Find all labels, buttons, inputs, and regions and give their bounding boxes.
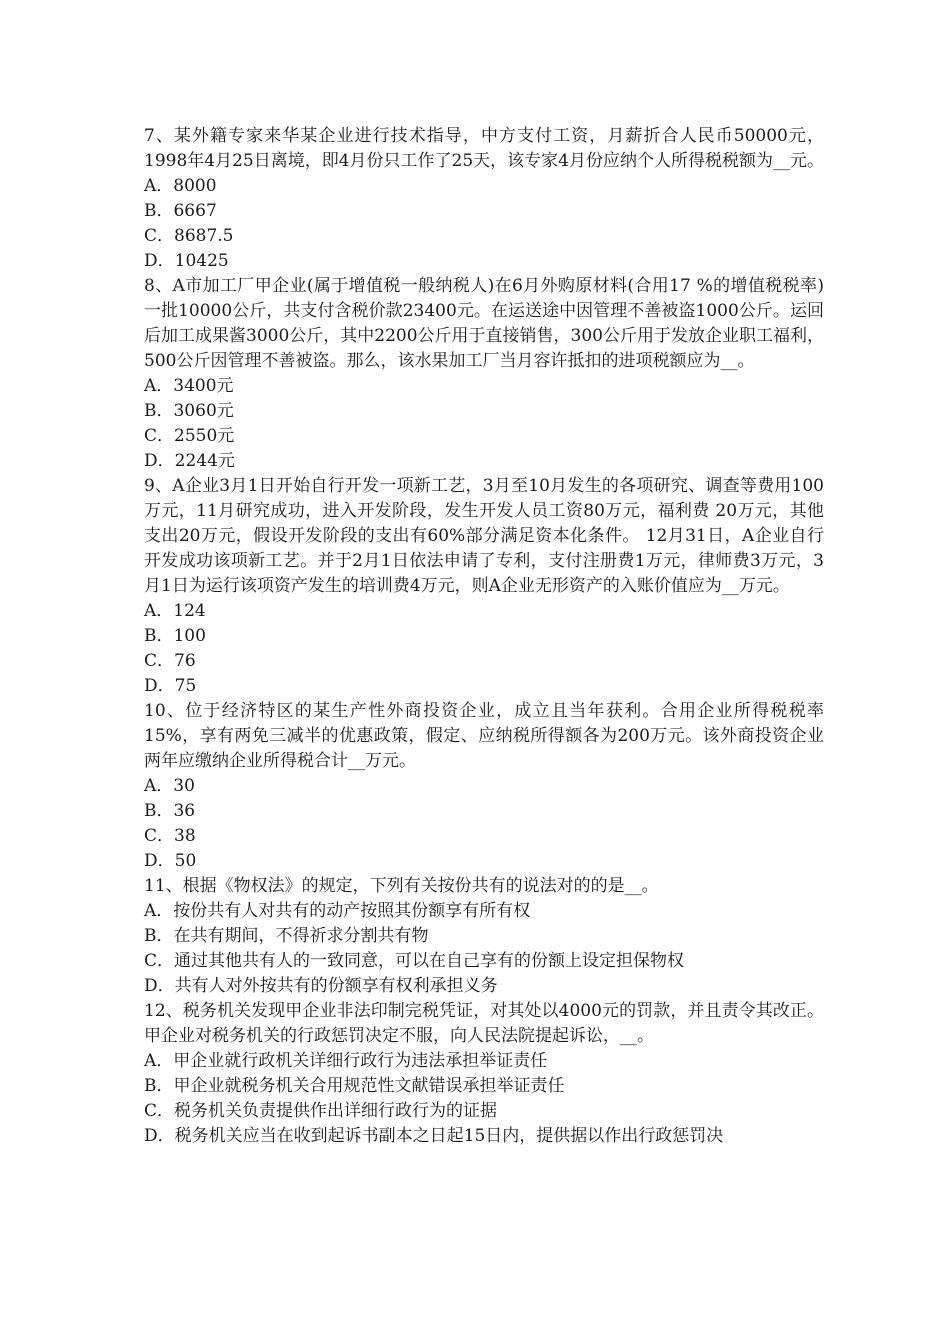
document-body — [144, 124, 824, 1149]
option-d: D．共有人对外按共有的份额享有权利承担义务 — [144, 976, 498, 996]
option-a: A．按份共有人对共有的动产按照其份额享有所有权 — [144, 901, 531, 921]
option-d: D．50 — [144, 851, 197, 871]
option-a: A．3400元 — [144, 376, 234, 396]
option-d: D．2244元 — [144, 451, 235, 471]
question-12 — [144, 999, 824, 1149]
option-c: C．76 — [144, 651, 196, 671]
option-a: A．30 — [144, 776, 195, 796]
question-text: 7、某外籍专家来华某企业进行技术指导，中方支付工资，月薪折合人民币50000元， 1998年4月25日离境，即4月份只工作了25天，该专家4月份应纳个人所得税税额为__元。 — [144, 126, 824, 171]
question-7 — [144, 124, 824, 274]
question-10 — [144, 699, 824, 874]
question-text: 9、A企业3月1日开始自行开发一项新工艺，3月至10月发生的各项研究、调查等费用100万元，11月研究成功，进入开发阶段，发生开发人员工资80万元，福利费 20万元，其他支出20万元，假设开发阶段的支出有60%部分满足资本化条件。 12月31日，A企业自行开发成功该项新工艺。并于2月1日依法申请了专利，支付注册费1万元，律师费3万元，3月1日为运行该项资产发生的培训费4万元，则A企业无形资产的入账价值应为__万元。 — [144, 476, 824, 596]
option-b: B．甲企业就税务机关合用规范性文献错误承担举证责任 — [144, 1076, 565, 1096]
question-8 — [144, 274, 824, 474]
option-a: A．甲企业就行政机关详细行政行为违法承担举证责任 — [144, 1051, 548, 1071]
option-b: B．3060元 — [144, 401, 234, 421]
option-c: C．38 — [144, 826, 196, 846]
option-d: D．税务机关应当在收到起诉书副本之日起15日内，提供据以作出行政惩罚决 — [144, 1126, 724, 1146]
option-a: A．124 — [144, 601, 206, 621]
option-b: B．6667 — [144, 201, 217, 221]
option-a: A．8000 — [144, 176, 217, 196]
option-c: C．2550元 — [144, 426, 235, 446]
option-c: C．税务机关负责提供作出详细行政行为的证据 — [144, 1101, 498, 1121]
option-b: B．100 — [144, 626, 206, 646]
question-text: 11、根据《物权法》的规定，下列有关按份共有的说法对的的是__。 — [144, 876, 659, 896]
question-9 — [144, 474, 824, 699]
question-text: 12、税务机关发现甲企业非法印制完税凭证，对其处以4000元的罚款，并且责令其改正。甲企业对税务机关的行政惩罚决定不服，向人民法院提起诉讼，__。 — [144, 1001, 824, 1046]
option-d: D．10425 — [144, 251, 229, 271]
option-b: B．36 — [144, 801, 196, 821]
option-c: C．通过其他共有人的一致同意，可以在自己享有的份额上设定担保物权 — [144, 951, 685, 971]
option-d: D．75 — [144, 676, 197, 696]
question-text: 10、位于经济特区的某生产性外商投资企业，成立且当年获利。合用企业所得税税率15%，享有两免三减半的优惠政策，假定、应纳税所得额各为200万元。该外商投资企业两年应缴纳企业所得税合计__万元。 — [144, 701, 824, 771]
option-c: C．8687.5 — [144, 226, 234, 246]
option-b: B．在共有期间，不得祈求分割共有物 — [144, 926, 429, 946]
question-text: 8、A市加工厂甲企业(属于增值税一般纳税人)在6月外购原材料(合用17 %的增值税税率)一批10000公斤，共支付含税价款23400元。在运送途中因管理不善被盗1000公斤。运回后加工成果酱3000公斤，其中2200公斤用于直接销售，300公斤用于发放企业职工福利，500公斤因管理不善被盗。那么，该水果加工厂当月容许抵扣的进项税额应为__。 — [144, 276, 824, 371]
question-11 — [144, 874, 824, 999]
